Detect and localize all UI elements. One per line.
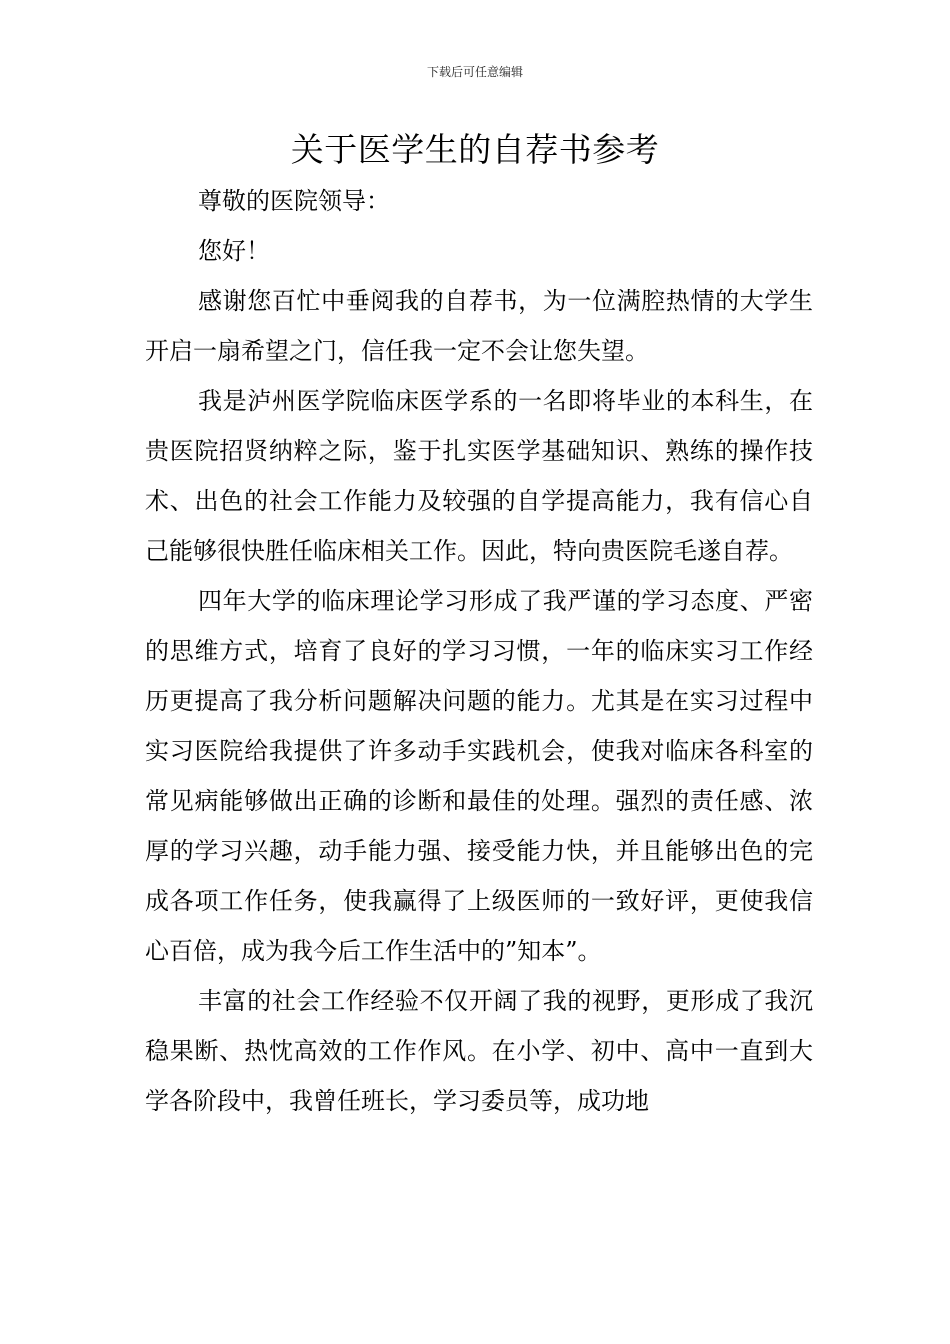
greeting: 您好！	[198, 237, 270, 265]
paragraph-1: 感谢您百忙中垂阅我的自荐书，为一位满腔热情的大学生开启一扇希望之门，信任我一定不会让您失望。	[145, 287, 813, 365]
paragraph-2: 我是泸州医学院临床医学系的一名即将毕业的本科生，在贵医院招贤纳粹之际，鉴于扎实医学基础知识、熟练的操作技术、出色的社会工作能力及较强的自学提高能力，我有信心自己能够很快胜任临床相关工作。因此，特向贵医院毛遂自荐。	[145, 387, 813, 565]
salutation: 尊敬的医院领导：	[198, 187, 390, 215]
header-note: 下载后可任意编辑	[426, 65, 523, 79]
paragraph-3: 四年大学的临床理论学习形成了我严谨的学习态度、严密的思维方式，培育了良好的学习习惯，一年的临床实习工作经历更提高了我分析问题解决问题的能力。尤其是在实习过程中实习医院给我提供了许多动手实践机会，使我对临床各科室的常见病能够做出正确的诊断和最佳的处理。强烈的责任感、浓厚的学习兴趣，动手能力强、接受能力快，并且能够出色的完成各项工作任务，使我赢得了上级医师的一致好评，更使我信心百倍，成为我今后工作生活中的”知本”。	[145, 587, 813, 965]
document-body	[145, 176, 813, 1126]
document-title: 关于医学生的自荐书参考	[290, 130, 660, 169]
paragraph-4: 丰富的社会工作经验不仅开阔了我的视野，更形成了我沉稳果断、热忱高效的工作作风。在小学、初中、高中一直到大学各阶段中，我曾任班长，学习委员等，成功地	[145, 987, 813, 1115]
